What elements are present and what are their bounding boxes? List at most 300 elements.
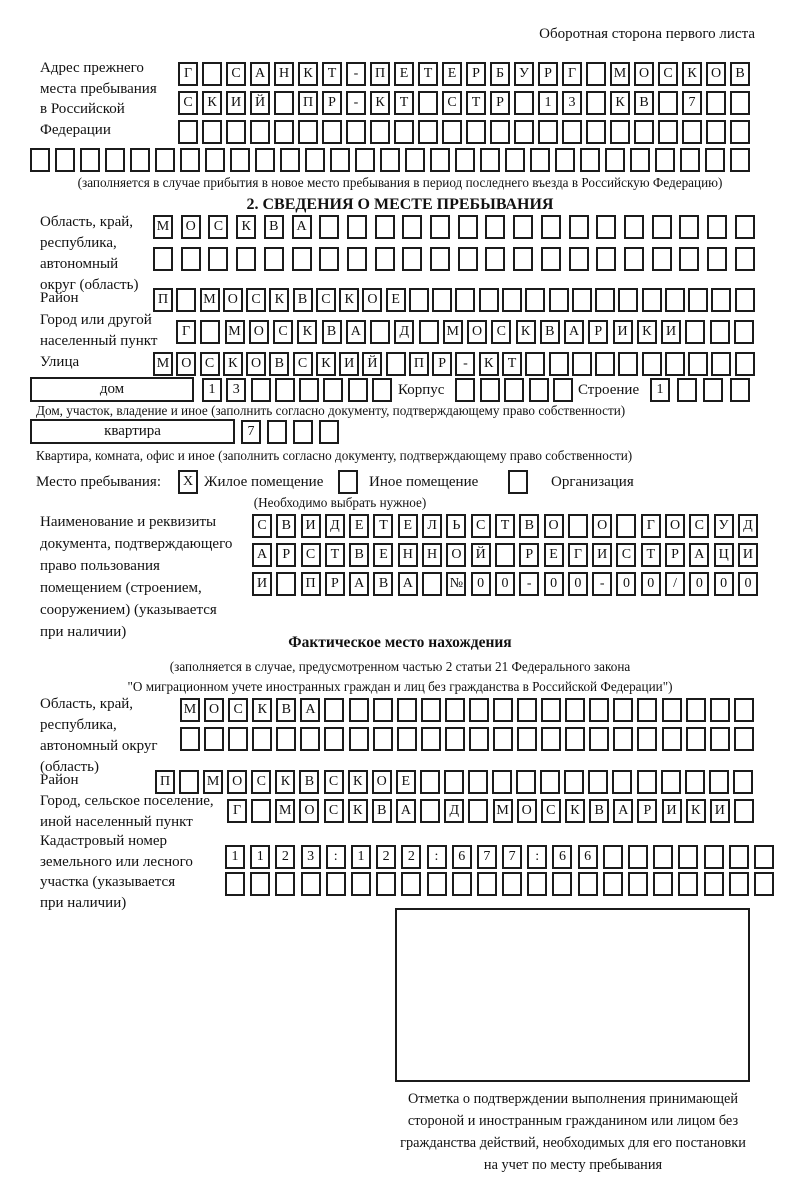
char-cell[interactable] [734, 799, 754, 823]
char-cell[interactable] [734, 320, 754, 344]
char-cell[interactable] [624, 215, 644, 239]
char-cell[interactable]: С [200, 352, 220, 376]
char-cell[interactable]: Р [325, 572, 345, 596]
char-cell[interactable]: Г [568, 543, 588, 567]
char-cell[interactable] [386, 352, 406, 376]
char-cell[interactable]: О [634, 62, 654, 86]
char-cell[interactable] [603, 872, 623, 896]
char-cell[interactable]: О [467, 320, 487, 344]
char-cell[interactable]: В [264, 215, 284, 239]
char-cell[interactable] [402, 215, 422, 239]
char-cell[interactable] [300, 727, 320, 751]
char-cell[interactable]: С [316, 288, 336, 312]
char-cell[interactable] [589, 698, 609, 722]
char-cell[interactable] [652, 215, 672, 239]
char-cell[interactable]: У [514, 62, 534, 86]
char-cell[interactable] [319, 247, 339, 271]
char-cell[interactable] [686, 727, 706, 751]
char-cell[interactable] [658, 91, 678, 115]
char-cell[interactable] [586, 91, 606, 115]
char-cell[interactable]: К [269, 288, 289, 312]
char-cell[interactable]: Ц [714, 543, 734, 567]
char-cell[interactable]: К [637, 320, 657, 344]
char-cell[interactable]: С [293, 352, 313, 376]
char-cell[interactable] [305, 148, 325, 172]
char-cell[interactable] [630, 148, 650, 172]
char-cell[interactable] [427, 872, 447, 896]
char-cell[interactable]: И [301, 514, 321, 538]
char-cell[interactable]: 7 [477, 845, 497, 869]
char-cell[interactable] [685, 320, 705, 344]
char-cell[interactable] [324, 727, 344, 751]
char-cell[interactable]: 3 [562, 91, 582, 115]
char-cell[interactable]: Е [442, 62, 462, 86]
char-cell[interactable] [678, 872, 698, 896]
char-cell[interactable] [710, 320, 730, 344]
char-cell[interactable]: С [616, 543, 636, 567]
char-cell[interactable] [251, 378, 271, 402]
char-cell[interactable] [373, 698, 393, 722]
char-cell[interactable] [637, 727, 657, 751]
char-cell[interactable]: Р [519, 543, 539, 567]
char-cell[interactable] [493, 727, 513, 751]
char-cell[interactable] [299, 378, 319, 402]
char-cell[interactable] [508, 470, 528, 494]
char-cell[interactable] [178, 120, 198, 144]
char-cell[interactable] [569, 247, 589, 271]
char-cell[interactable] [444, 770, 464, 794]
char-cell[interactable]: О [181, 215, 201, 239]
char-cell[interactable] [452, 872, 472, 896]
char-cell[interactable]: В [634, 91, 654, 115]
char-cell[interactable] [372, 378, 392, 402]
char-cell[interactable] [642, 288, 662, 312]
char-cell[interactable]: : [326, 845, 346, 869]
char-cell[interactable] [155, 148, 175, 172]
char-cell[interactable] [455, 378, 475, 402]
char-cell[interactable]: О [299, 799, 319, 823]
char-cell[interactable]: С [658, 62, 678, 86]
char-cell[interactable]: 0 [568, 572, 588, 596]
char-cell[interactable]: - [519, 572, 539, 596]
char-cell[interactable]: Д [444, 799, 464, 823]
char-cell[interactable]: М [275, 799, 295, 823]
char-cell[interactable]: Р [466, 62, 486, 86]
char-cell[interactable]: А [398, 572, 418, 596]
char-cell[interactable] [418, 91, 438, 115]
char-cell[interactable] [613, 698, 633, 722]
char-cell[interactable] [276, 572, 296, 596]
char-cell[interactable] [678, 845, 698, 869]
char-cell[interactable]: С [541, 799, 561, 823]
char-cell[interactable]: А [349, 572, 369, 596]
char-cell[interactable]: О [204, 698, 224, 722]
char-cell[interactable]: М [200, 288, 220, 312]
char-cell[interactable] [347, 215, 367, 239]
char-cell[interactable]: К [565, 799, 585, 823]
char-cell[interactable]: О [246, 352, 266, 376]
char-cell[interactable] [373, 727, 393, 751]
char-cell[interactable]: Т [466, 91, 486, 115]
char-cell[interactable] [735, 288, 755, 312]
char-cell[interactable] [205, 148, 225, 172]
char-cell[interactable] [541, 247, 561, 271]
char-cell[interactable] [255, 148, 275, 172]
char-cell[interactable] [642, 352, 662, 376]
char-cell[interactable] [351, 872, 371, 896]
char-cell[interactable]: А [613, 799, 633, 823]
char-cell[interactable] [525, 352, 545, 376]
char-cell[interactable] [430, 215, 450, 239]
char-cell[interactable] [208, 247, 228, 271]
char-cell[interactable] [704, 872, 724, 896]
char-cell[interactable] [680, 148, 700, 172]
char-cell[interactable] [662, 698, 682, 722]
char-cell[interactable] [572, 352, 592, 376]
char-cell[interactable]: П [370, 62, 390, 86]
char-cell[interactable]: 6 [552, 845, 572, 869]
char-cell[interactable] [637, 770, 657, 794]
char-cell[interactable] [419, 320, 439, 344]
char-cell[interactable] [586, 120, 606, 144]
char-cell[interactable] [704, 845, 724, 869]
char-cell[interactable] [418, 120, 438, 144]
char-cell[interactable]: М [153, 215, 173, 239]
char-cell[interactable]: X [178, 470, 198, 494]
char-cell[interactable] [492, 770, 512, 794]
char-cell[interactable] [355, 148, 375, 172]
char-cell[interactable] [565, 727, 585, 751]
char-cell[interactable] [562, 120, 582, 144]
char-cell[interactable]: О [176, 352, 196, 376]
char-cell[interactable] [348, 378, 368, 402]
char-cell[interactable] [455, 288, 475, 312]
char-cell[interactable]: : [527, 845, 547, 869]
char-cell[interactable] [421, 698, 441, 722]
char-cell[interactable]: П [298, 91, 318, 115]
char-cell[interactable]: П [409, 352, 429, 376]
char-cell[interactable] [420, 770, 440, 794]
char-cell[interactable] [578, 872, 598, 896]
char-cell[interactable] [665, 352, 685, 376]
char-cell[interactable]: П [153, 288, 173, 312]
char-cell[interactable] [616, 514, 636, 538]
char-cell[interactable] [569, 215, 589, 239]
char-cell[interactable] [105, 148, 125, 172]
char-cell[interactable]: 6 [578, 845, 598, 869]
char-cell[interactable] [603, 845, 623, 869]
char-cell[interactable] [292, 247, 312, 271]
char-cell[interactable]: И [738, 543, 758, 567]
char-cell[interactable] [319, 215, 339, 239]
char-cell[interactable]: : [427, 845, 447, 869]
char-cell[interactable] [349, 727, 369, 751]
char-cell[interactable] [338, 470, 358, 494]
char-cell[interactable] [661, 770, 681, 794]
char-cell[interactable] [729, 845, 749, 869]
char-cell[interactable]: В [519, 514, 539, 538]
char-cell[interactable]: Н [398, 543, 418, 567]
char-cell[interactable]: А [346, 320, 366, 344]
char-cell[interactable]: Л [422, 514, 442, 538]
char-cell[interactable] [705, 148, 725, 172]
char-cell[interactable] [711, 288, 731, 312]
char-cell[interactable] [653, 872, 673, 896]
char-cell[interactable]: О [544, 514, 564, 538]
char-cell[interactable] [181, 247, 201, 271]
char-cell[interactable] [226, 120, 246, 144]
char-cell[interactable]: Р [490, 91, 510, 115]
char-cell[interactable]: 2 [275, 845, 295, 869]
char-cell[interactable] [490, 120, 510, 144]
char-cell[interactable] [380, 148, 400, 172]
char-cell[interactable] [707, 215, 727, 239]
char-cell[interactable]: 7 [502, 845, 522, 869]
char-cell[interactable] [735, 247, 755, 271]
char-cell[interactable] [280, 148, 300, 172]
char-cell[interactable] [180, 727, 200, 751]
char-cell[interactable]: Й [471, 543, 491, 567]
char-cell[interactable]: О [362, 288, 382, 312]
char-cell[interactable] [754, 872, 774, 896]
char-cell[interactable]: 2 [401, 845, 421, 869]
char-cell[interactable] [549, 288, 569, 312]
char-cell[interactable] [430, 148, 450, 172]
char-cell[interactable]: К [298, 62, 318, 86]
char-cell[interactable]: Й [250, 91, 270, 115]
char-cell[interactable]: К [370, 91, 390, 115]
char-cell[interactable] [502, 288, 522, 312]
char-cell[interactable]: Т [495, 514, 515, 538]
char-cell[interactable]: С [273, 320, 293, 344]
char-cell[interactable]: И [661, 320, 681, 344]
char-cell[interactable] [655, 148, 675, 172]
char-cell[interactable]: Т [502, 352, 522, 376]
char-cell[interactable] [30, 148, 50, 172]
char-cell[interactable] [130, 148, 150, 172]
char-cell[interactable] [322, 120, 342, 144]
char-cell[interactable]: А [396, 799, 416, 823]
char-cell[interactable] [564, 770, 584, 794]
char-cell[interactable]: 6 [452, 845, 472, 869]
char-cell[interactable]: А [252, 543, 272, 567]
char-cell[interactable]: С [301, 543, 321, 567]
char-cell[interactable]: Т [641, 543, 661, 567]
char-cell[interactable]: Т [418, 62, 438, 86]
char-cell[interactable] [552, 872, 572, 896]
char-cell[interactable] [735, 215, 755, 239]
char-cell[interactable] [541, 698, 561, 722]
char-cell[interactable] [228, 727, 248, 751]
char-cell[interactable]: С [491, 320, 511, 344]
char-cell[interactable]: Т [325, 543, 345, 567]
char-cell[interactable] [541, 727, 561, 751]
char-cell[interactable]: 0 [544, 572, 564, 596]
char-cell[interactable] [274, 120, 294, 144]
char-cell[interactable] [541, 215, 561, 239]
char-cell[interactable]: 3 [301, 845, 321, 869]
char-cell[interactable] [394, 120, 414, 144]
char-cell[interactable]: К [610, 91, 630, 115]
char-cell[interactable] [662, 727, 682, 751]
char-cell[interactable]: 0 [714, 572, 734, 596]
char-cell[interactable] [685, 770, 705, 794]
char-cell[interactable] [709, 770, 729, 794]
char-cell[interactable]: 2 [376, 845, 396, 869]
char-cell[interactable]: К [252, 698, 272, 722]
char-cell[interactable] [495, 543, 515, 567]
char-cell[interactable]: В [372, 799, 392, 823]
char-cell[interactable]: - [346, 62, 366, 86]
char-cell[interactable]: В [373, 572, 393, 596]
char-cell[interactable]: 0 [689, 572, 709, 596]
char-cell[interactable] [530, 148, 550, 172]
char-cell[interactable] [298, 120, 318, 144]
char-cell[interactable]: 1 [351, 845, 371, 869]
char-cell[interactable]: А [689, 543, 709, 567]
char-cell[interactable]: В [276, 698, 296, 722]
char-cell[interactable]: М [180, 698, 200, 722]
char-cell[interactable] [420, 799, 440, 823]
char-cell[interactable] [458, 247, 478, 271]
char-cell[interactable] [370, 120, 390, 144]
char-cell[interactable] [493, 698, 513, 722]
char-cell[interactable]: 0 [738, 572, 758, 596]
char-cell[interactable] [686, 698, 706, 722]
char-cell[interactable]: Р [637, 799, 657, 823]
char-cell[interactable] [468, 770, 488, 794]
char-cell[interactable] [553, 378, 573, 402]
char-cell[interactable] [637, 698, 657, 722]
char-cell[interactable]: С [324, 799, 344, 823]
char-cell[interactable] [527, 872, 547, 896]
char-cell[interactable] [468, 799, 488, 823]
char-cell[interactable]: О [372, 770, 392, 794]
char-cell[interactable] [502, 872, 522, 896]
char-cell[interactable]: 1 [538, 91, 558, 115]
char-cell[interactable] [658, 120, 678, 144]
char-cell[interactable]: - [592, 572, 612, 596]
char-cell[interactable]: У [714, 514, 734, 538]
char-cell[interactable] [264, 247, 284, 271]
char-cell[interactable] [703, 378, 723, 402]
char-cell[interactable] [405, 148, 425, 172]
char-cell[interactable] [555, 148, 575, 172]
char-cell[interactable]: Е [394, 62, 414, 86]
char-cell[interactable]: В [299, 770, 319, 794]
char-cell[interactable] [349, 698, 369, 722]
char-cell[interactable]: 1 [250, 845, 270, 869]
char-cell[interactable]: Е [398, 514, 418, 538]
char-cell[interactable]: С [226, 62, 246, 86]
char-cell[interactable] [326, 872, 346, 896]
char-cell[interactable] [710, 698, 730, 722]
char-cell[interactable] [504, 378, 524, 402]
char-cell[interactable]: С [252, 514, 272, 538]
char-cell[interactable] [485, 215, 505, 239]
char-cell[interactable] [572, 288, 592, 312]
char-cell[interactable]: - [455, 352, 475, 376]
char-cell[interactable]: А [292, 215, 312, 239]
char-cell[interactable] [513, 215, 533, 239]
char-cell[interactable] [730, 120, 750, 144]
char-cell[interactable] [688, 352, 708, 376]
char-cell[interactable] [595, 288, 615, 312]
char-cell[interactable] [733, 770, 753, 794]
char-cell[interactable]: О [223, 288, 243, 312]
char-cell[interactable] [204, 727, 224, 751]
char-cell[interactable] [397, 698, 417, 722]
char-cell[interactable]: К [316, 352, 336, 376]
char-cell[interactable]: К [516, 320, 536, 344]
char-cell[interactable] [323, 378, 343, 402]
char-cell[interactable]: С [251, 770, 271, 794]
char-cell[interactable]: М [610, 62, 630, 86]
char-cell[interactable] [346, 120, 366, 144]
char-cell[interactable] [275, 378, 295, 402]
char-cell[interactable]: О [592, 514, 612, 538]
char-cell[interactable]: Г [562, 62, 582, 86]
char-cell[interactable] [513, 247, 533, 271]
char-cell[interactable]: К [348, 770, 368, 794]
char-cell[interactable] [517, 698, 537, 722]
char-cell[interactable]: 1 [650, 378, 670, 402]
char-cell[interactable]: В [269, 352, 289, 376]
checkbox-other-premises[interactable] [338, 470, 358, 494]
char-cell[interactable]: Г [178, 62, 198, 86]
char-cell[interactable] [319, 420, 339, 444]
char-cell[interactable] [250, 120, 270, 144]
char-cell[interactable] [202, 62, 222, 86]
char-cell[interactable] [480, 378, 500, 402]
char-cell[interactable] [653, 845, 673, 869]
char-cell[interactable] [370, 320, 390, 344]
char-cell[interactable]: В [322, 320, 342, 344]
char-cell[interactable]: Б [490, 62, 510, 86]
char-cell[interactable]: Т [394, 91, 414, 115]
char-cell[interactable]: И [710, 799, 730, 823]
char-cell[interactable] [595, 352, 615, 376]
char-cell[interactable] [401, 872, 421, 896]
char-cell[interactable] [445, 727, 465, 751]
char-cell[interactable] [730, 378, 750, 402]
char-cell[interactable] [442, 120, 462, 144]
char-cell[interactable] [586, 62, 606, 86]
char-cell[interactable] [458, 215, 478, 239]
char-cell[interactable] [445, 698, 465, 722]
char-cell[interactable]: А [250, 62, 270, 86]
char-cell[interactable] [274, 91, 294, 115]
char-cell[interactable]: П [301, 572, 321, 596]
char-cell[interactable]: В [540, 320, 560, 344]
char-cell[interactable] [652, 247, 672, 271]
char-cell[interactable]: / [665, 572, 685, 596]
char-cell[interactable]: С [471, 514, 491, 538]
char-cell[interactable] [605, 148, 625, 172]
char-cell[interactable] [613, 727, 633, 751]
char-cell[interactable] [301, 872, 321, 896]
char-cell[interactable]: И [252, 572, 272, 596]
char-cell[interactable]: В [293, 288, 313, 312]
char-cell[interactable]: Р [276, 543, 296, 567]
char-cell[interactable]: 0 [641, 572, 661, 596]
char-cell[interactable]: И [662, 799, 682, 823]
char-cell[interactable]: С [228, 698, 248, 722]
char-cell[interactable] [538, 120, 558, 144]
char-cell[interactable]: Р [432, 352, 452, 376]
char-cell[interactable]: Г [641, 514, 661, 538]
char-cell[interactable]: № [446, 572, 466, 596]
